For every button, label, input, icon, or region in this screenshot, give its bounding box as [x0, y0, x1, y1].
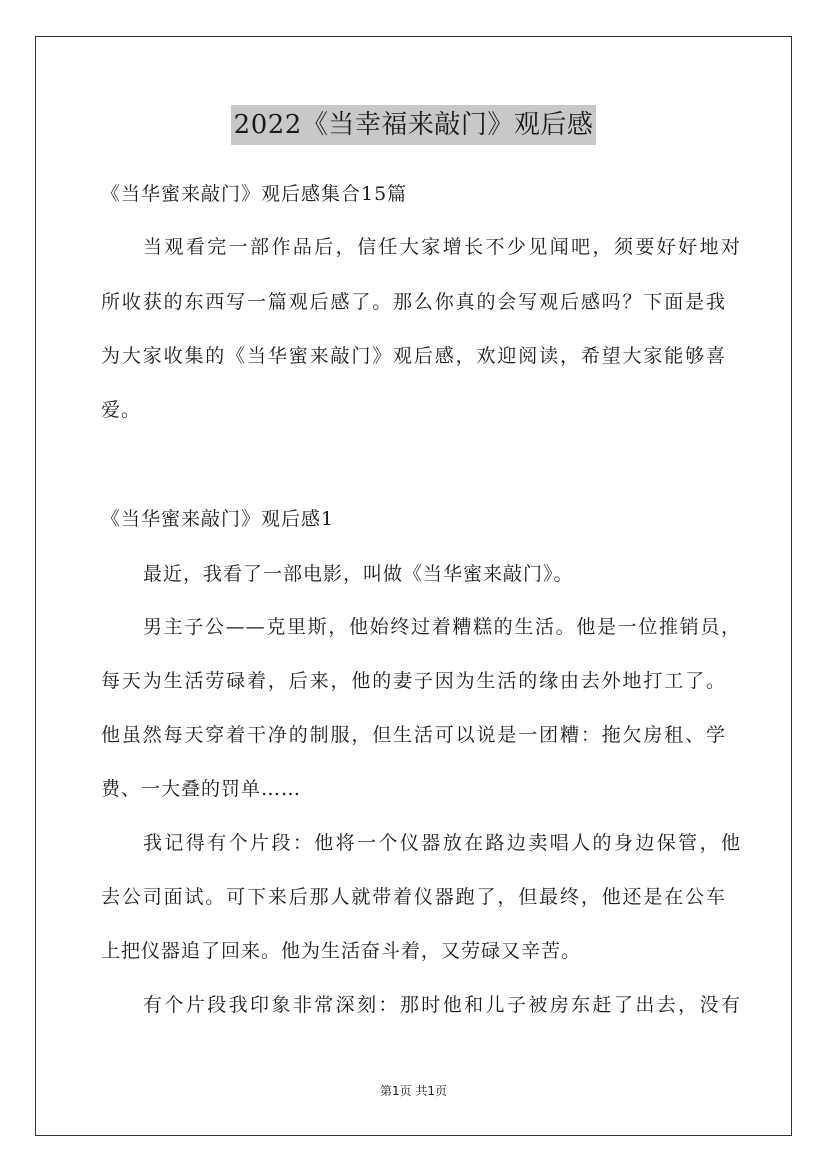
document-title-text: 2022《当幸福来敲门》观后感	[231, 105, 597, 145]
paragraph-line: 有个片段我印象非常深刻：那时他和儿子被房东赶了出去，没有	[143, 994, 741, 1016]
subtitle-line: 《当华蜜来敲门》观后感集合15篇	[101, 183, 408, 205]
paragraph-line: 上把仪器追了回来。他为生活奋斗着，又劳碌又辛苦。	[101, 940, 582, 962]
document-title	[0, 103, 827, 145]
paragraph-line: 当观看完一部作品后，信任大家增长不少见闻吧，须要好好地对	[143, 236, 741, 258]
paragraph-line: 男主子公——克里斯，他始终过着糟糕的生活。他是一位推销员，	[143, 616, 741, 638]
paragraph-line: 他虽然每天穿着干净的制服，但生活可以说是一团糟：拖欠房租、学	[101, 724, 726, 746]
paragraph-line: 每天为生活劳碌着，后来，他的妻子因为生活的缘由去外地打工了。	[101, 670, 726, 692]
paragraph-line: 去公司面试。可下来后那人就带着仪器跑了，但最终，他还是在公车	[101, 886, 726, 908]
paragraph-line: 为大家收集的《当华蜜来敲门》观后感，欢迎阅读，希望大家能够喜	[101, 345, 726, 367]
paragraph-line: 费、一大叠的罚单……	[101, 778, 302, 800]
paragraph-line: 最近，我看了一部电影，叫做《当华蜜来敲门》。	[143, 563, 574, 585]
page-number: 第1页 共1页	[379, 1084, 448, 1098]
section-heading: 《当华蜜来敲门》观后感1	[101, 508, 335, 530]
paragraph-line: 我记得有个片段：他将一个仪器放在路边卖唱人的身边保管，他	[143, 832, 741, 854]
paragraph-line: 爱。	[101, 399, 142, 421]
paragraph-line: 所收获的东西写一篇观后感了。那么你真的会写观后感吗？下面是我	[101, 291, 726, 313]
